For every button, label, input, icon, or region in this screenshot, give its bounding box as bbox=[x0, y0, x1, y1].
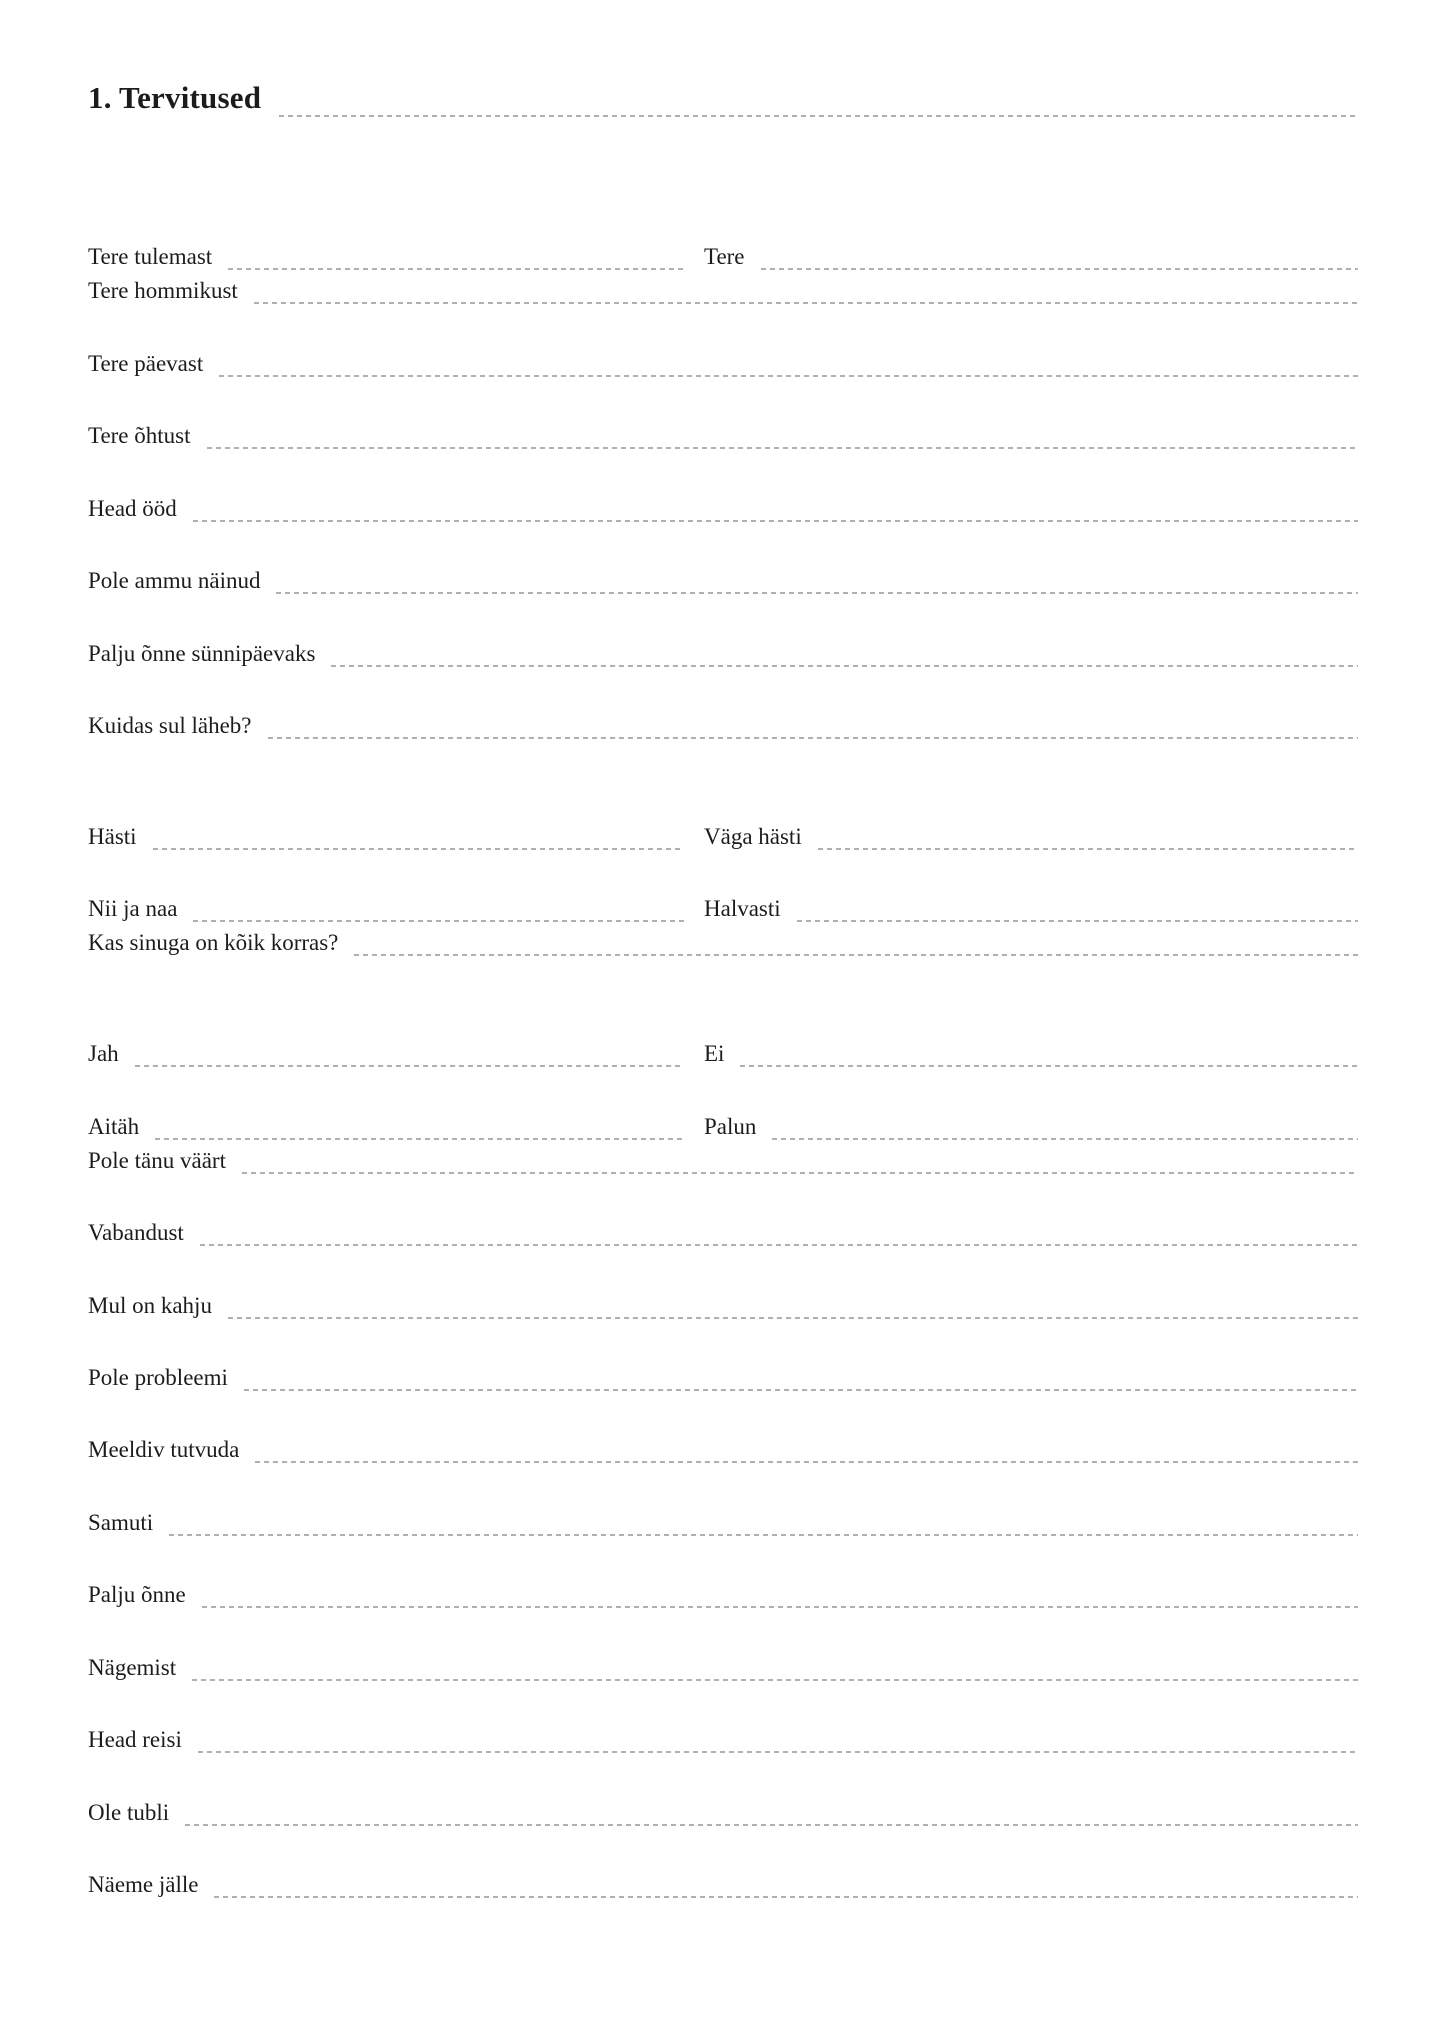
phrase-cell bbox=[704, 782, 1358, 854]
phrase-cell bbox=[88, 202, 684, 274]
fill-in-line bbox=[200, 1244, 1358, 1246]
phrase-label: Jah bbox=[88, 1041, 119, 1067]
phrase-row bbox=[88, 1216, 1358, 1288]
fill-in-line bbox=[155, 1138, 684, 1140]
phrase-row bbox=[88, 419, 1358, 491]
phrase-list bbox=[88, 202, 1358, 1941]
phrase-label: Nii ja naa bbox=[88, 896, 178, 922]
phrase-cell bbox=[88, 709, 1358, 743]
phrase-cell bbox=[88, 1433, 1358, 1467]
phrase-label: Tere päevast bbox=[88, 350, 204, 376]
title-fill-in-line bbox=[279, 115, 1358, 117]
phrase-label: Palun bbox=[704, 1113, 757, 1139]
fill-in-line bbox=[331, 665, 1358, 667]
phrase-row bbox=[88, 709, 1358, 781]
phrase-row bbox=[88, 1433, 1358, 1505]
phrase-cell bbox=[88, 999, 684, 1071]
phrase-cell bbox=[88, 782, 684, 854]
fill-in-line bbox=[207, 447, 1358, 449]
fill-in-line bbox=[193, 520, 1358, 522]
fill-in-line bbox=[219, 375, 1358, 377]
fill-in-line bbox=[202, 1606, 1358, 1608]
phrase-row bbox=[88, 1796, 1358, 1868]
phrase-cell bbox=[88, 1506, 1358, 1540]
phrase-row bbox=[88, 926, 1358, 998]
phrase-row bbox=[88, 274, 1358, 346]
phrase-label: Tere tulemast bbox=[88, 244, 213, 270]
fill-in-line bbox=[228, 268, 684, 270]
phrase-cell bbox=[88, 1361, 1358, 1395]
phrase-label: Hästi bbox=[88, 823, 137, 849]
fill-in-line bbox=[772, 1138, 1358, 1140]
phrase-row bbox=[88, 1361, 1358, 1433]
phrase-label: Head reisi bbox=[88, 1727, 182, 1753]
phrase-cell bbox=[88, 347, 1358, 381]
phrase-cell bbox=[88, 274, 1358, 308]
phrase-row bbox=[88, 854, 1358, 926]
fill-in-line bbox=[242, 1172, 1358, 1174]
fill-in-line bbox=[185, 1824, 1358, 1826]
phrase-cell bbox=[88, 926, 1358, 960]
phrase-label: Kas sinuga on kõik korras? bbox=[88, 930, 339, 956]
fill-in-line bbox=[255, 1461, 1358, 1463]
fill-in-line bbox=[354, 954, 1358, 956]
fill-in-line bbox=[276, 592, 1358, 594]
phrase-cell bbox=[88, 1868, 1358, 1902]
phrase-label: Näeme jälle bbox=[88, 1872, 199, 1898]
phrase-label: Ei bbox=[704, 1041, 725, 1067]
phrase-cell bbox=[704, 1071, 1358, 1143]
phrase-cell bbox=[88, 564, 1358, 598]
phrase-row bbox=[88, 1506, 1358, 1578]
phrase-row bbox=[88, 1723, 1358, 1795]
phrase-cell bbox=[704, 999, 1358, 1071]
fill-in-line bbox=[135, 1065, 684, 1067]
phrase-row bbox=[88, 1868, 1358, 1940]
fill-in-line bbox=[244, 1389, 1358, 1391]
phrase-label: Ole tubli bbox=[88, 1799, 170, 1825]
phrase-cell bbox=[88, 1578, 1358, 1612]
phrase-cell bbox=[88, 854, 684, 926]
phrase-cell bbox=[88, 1216, 1358, 1250]
phrase-cell bbox=[88, 492, 1358, 526]
fill-in-line bbox=[818, 848, 1358, 850]
fill-in-line bbox=[761, 268, 1358, 270]
phrase-row bbox=[88, 637, 1358, 709]
phrase-row bbox=[88, 1578, 1358, 1650]
fill-in-line bbox=[740, 1065, 1358, 1067]
phrase-label: Vabandust bbox=[88, 1220, 184, 1246]
phrase-row bbox=[88, 999, 1358, 1071]
phrase-cell bbox=[88, 637, 1358, 671]
phrase-cell bbox=[88, 1723, 1358, 1757]
phrase-cell bbox=[704, 854, 1358, 926]
phrase-label: Samuti bbox=[88, 1509, 154, 1535]
fill-in-line bbox=[153, 848, 684, 850]
phrase-label: Nägemist bbox=[88, 1654, 177, 1680]
phrase-cell bbox=[88, 1651, 1358, 1685]
phrase-label: Pole ammu näinud bbox=[88, 568, 261, 594]
fill-in-line bbox=[169, 1534, 1358, 1536]
phrase-label: Palju õnne bbox=[88, 1582, 186, 1608]
phrase-label: Meeldiv tutvuda bbox=[88, 1437, 240, 1463]
phrase-cell bbox=[88, 1796, 1358, 1830]
phrase-cell bbox=[88, 1144, 1358, 1178]
phrase-label: Head ööd bbox=[88, 495, 177, 521]
phrase-label: Halvasti bbox=[704, 896, 781, 922]
phrase-row bbox=[88, 1144, 1358, 1216]
phrase-label: Mul on kahju bbox=[88, 1292, 212, 1318]
phrase-row bbox=[88, 1071, 1358, 1143]
fill-in-line bbox=[192, 1679, 1358, 1681]
phrase-row bbox=[88, 202, 1358, 274]
worksheet-page bbox=[88, 78, 1358, 1941]
phrase-label: Pole probleemi bbox=[88, 1365, 228, 1390]
phrase-label: Pole tänu väärt bbox=[88, 1147, 226, 1173]
fill-in-line bbox=[228, 1317, 1358, 1319]
phrase-label: Tere õhtust bbox=[88, 423, 191, 449]
phrase-row bbox=[88, 1289, 1358, 1361]
phrase-label: Aitäh bbox=[88, 1113, 140, 1139]
phrase-cell bbox=[88, 1071, 684, 1143]
phrase-label: Kuidas sul läheb? bbox=[88, 713, 252, 739]
phrase-cell bbox=[88, 419, 1358, 453]
fill-in-line bbox=[254, 302, 1358, 304]
phrase-row bbox=[88, 492, 1358, 564]
phrase-row bbox=[88, 782, 1358, 854]
phrase-label: Tere bbox=[704, 244, 745, 270]
phrase-label: Tere hommikust bbox=[88, 278, 238, 304]
fill-in-line bbox=[214, 1896, 1358, 1898]
phrase-cell bbox=[704, 202, 1358, 274]
phrase-label: Palju õnne sünnipäevaks bbox=[88, 640, 316, 666]
section-title: 1. Tervitused bbox=[88, 80, 262, 115]
fill-in-line bbox=[198, 1751, 1358, 1753]
phrase-row bbox=[88, 564, 1358, 636]
phrase-label: Väga hästi bbox=[704, 823, 802, 849]
phrase-row bbox=[88, 1651, 1358, 1723]
fill-in-line bbox=[193, 920, 684, 922]
fill-in-line bbox=[797, 920, 1358, 922]
phrase-cell bbox=[88, 1289, 1358, 1323]
section-header bbox=[88, 78, 1358, 118]
fill-in-line bbox=[268, 737, 1358, 739]
phrase-row bbox=[88, 347, 1358, 419]
